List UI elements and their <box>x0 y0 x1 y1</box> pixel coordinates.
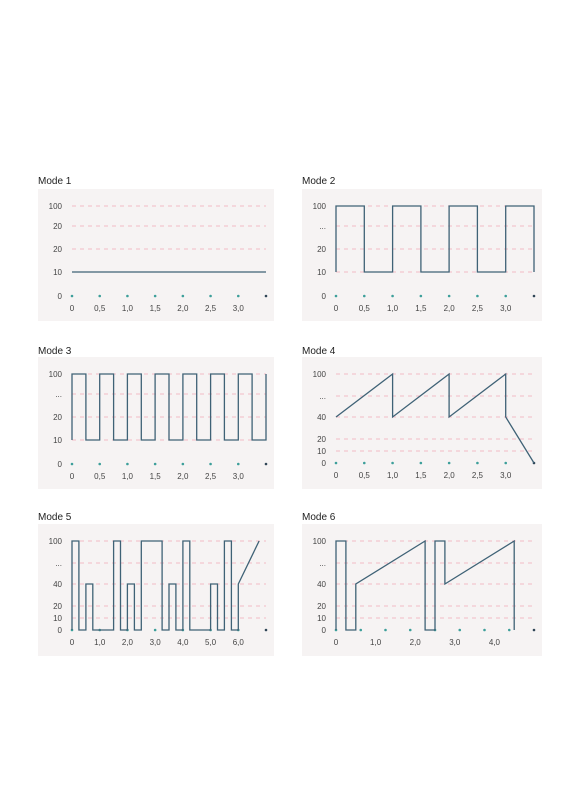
series-line <box>336 541 514 630</box>
axis-dot <box>483 629 486 632</box>
x-tick-label: 5,0 <box>205 638 217 647</box>
axis-dot <box>126 295 129 298</box>
y-tick-label: 0 <box>321 292 326 301</box>
axis-dot <box>533 295 536 298</box>
y-tick-label: ... <box>319 222 326 231</box>
chart-svg <box>302 189 542 321</box>
y-tick-label: 100 <box>48 202 62 211</box>
x-tick-label: 1,5 <box>149 304 161 313</box>
x-tick-label: 2,0 <box>409 638 421 647</box>
x-tick-label: 2,5 <box>471 471 483 480</box>
x-tick-label: 3,0 <box>232 304 244 313</box>
axis-dot <box>420 462 423 465</box>
x-tick-label: 1,5 <box>415 471 427 480</box>
chart-title: Mode 3 <box>38 346 72 357</box>
axis-dot <box>409 629 412 632</box>
y-tick-label: 100 <box>312 537 326 546</box>
axis-dot <box>508 629 511 632</box>
y-tick-label: 100 <box>312 202 326 211</box>
x-tick-label: 0 <box>333 304 339 313</box>
axis-dot <box>98 295 101 298</box>
x-tick-label: 0,5 <box>94 304 106 313</box>
x-tick-label: 1,0 <box>370 638 382 647</box>
x-tick-label: 3,0 <box>149 638 161 647</box>
y-tick-label: 20 <box>53 602 62 611</box>
y-tick-label: 10 <box>317 447 326 456</box>
chart-panel <box>302 189 542 321</box>
x-tick-label: 4,0 <box>488 638 500 647</box>
series-line <box>72 374 266 440</box>
y-tick-label: ... <box>319 392 326 401</box>
x-tick-label: 2,5 <box>205 304 217 313</box>
axis-dot <box>384 629 387 632</box>
x-tick-label: 2,5 <box>471 304 483 313</box>
x-tick-label: 1,0 <box>121 304 133 313</box>
axis-dot <box>154 629 157 632</box>
y-tick-label: 20 <box>317 245 326 254</box>
axis-dot <box>391 295 394 298</box>
axis-dot <box>335 295 338 298</box>
x-tick-label: 3,0 <box>232 472 244 481</box>
chart-title: Mode 6 <box>302 512 336 523</box>
axis-dot <box>265 463 268 466</box>
x-tick-label: 2,0 <box>443 471 455 480</box>
y-tick-label: 20 <box>317 435 326 444</box>
x-tick-label: 0 <box>69 638 75 647</box>
y-tick-label: ... <box>319 559 326 568</box>
axis-dot <box>476 295 479 298</box>
axis-dot <box>237 295 240 298</box>
x-tick-label: 0 <box>333 638 339 647</box>
chart-panel <box>38 524 274 656</box>
y-tick-label: 20 <box>53 222 62 231</box>
x-tick-label: 1,0 <box>387 471 399 480</box>
y-tick-label: 20 <box>53 413 62 422</box>
axis-dot <box>71 463 74 466</box>
chart-title: Mode 2 <box>302 176 336 187</box>
axis-dot <box>71 295 74 298</box>
y-tick-label: 40 <box>317 580 326 589</box>
chart-title: Mode 5 <box>38 512 72 523</box>
axis-dot <box>504 462 507 465</box>
axis-dot <box>182 463 185 466</box>
x-tick-label: 0,5 <box>94 472 106 481</box>
axis-dot <box>182 295 185 298</box>
x-tick-label: 0,5 <box>358 304 370 313</box>
axis-dot <box>533 629 536 632</box>
chart-panel <box>302 357 542 489</box>
y-tick-label: 0 <box>321 626 326 635</box>
y-tick-label: 0 <box>321 459 326 468</box>
x-tick-label: 0 <box>69 472 75 481</box>
x-tick-label: 1,0 <box>121 472 133 481</box>
axis-dot <box>359 629 362 632</box>
y-tick-label: ... <box>55 559 62 568</box>
y-tick-label: 0 <box>57 292 62 301</box>
y-tick-label: ... <box>55 390 62 399</box>
y-tick-label: 10 <box>317 614 326 623</box>
x-tick-label: 3,0 <box>500 304 512 313</box>
axis-dot <box>448 295 451 298</box>
x-tick-label: 3,0 <box>449 638 461 647</box>
axis-dot <box>265 629 268 632</box>
y-tick-label: 40 <box>53 580 62 589</box>
axis-dot <box>237 463 240 466</box>
y-tick-label: 10 <box>53 268 62 277</box>
y-tick-label: 40 <box>317 413 326 422</box>
y-tick-label: 100 <box>312 370 326 379</box>
chart-panel <box>302 524 542 656</box>
axis-dot <box>420 295 423 298</box>
x-tick-label: 0 <box>333 471 339 480</box>
x-tick-label: 0,5 <box>358 471 370 480</box>
y-tick-label: 10 <box>53 436 62 445</box>
y-tick-label: 20 <box>317 602 326 611</box>
y-tick-label: 100 <box>48 370 62 379</box>
axis-dot <box>448 462 451 465</box>
chart-title: Mode 4 <box>302 346 336 357</box>
chart-title: Mode 1 <box>38 176 72 187</box>
chart-svg <box>38 189 274 321</box>
axis-dot <box>265 295 268 298</box>
axis-dot <box>154 463 157 466</box>
chart-svg <box>302 524 542 656</box>
x-tick-label: 2,0 <box>121 638 133 647</box>
axis-dot <box>209 295 212 298</box>
axis-dot <box>98 463 101 466</box>
axis-dot <box>363 462 366 465</box>
x-tick-label: 1,5 <box>415 304 427 313</box>
y-tick-label: 100 <box>48 537 62 546</box>
x-tick-label: 1,0 <box>94 638 106 647</box>
x-tick-label: 2,5 <box>205 472 217 481</box>
x-tick-label: 6,0 <box>232 638 244 647</box>
x-tick-label: 0 <box>69 304 75 313</box>
x-tick-label: 2,0 <box>177 304 189 313</box>
x-tick-label: 3,0 <box>500 471 512 480</box>
y-tick-label: 20 <box>53 245 62 254</box>
axis-dot <box>363 295 366 298</box>
y-tick-label: 10 <box>53 614 62 623</box>
series-line <box>72 541 259 630</box>
x-tick-label: 2,0 <box>177 472 189 481</box>
x-tick-label: 4,0 <box>177 638 189 647</box>
chart-svg <box>38 524 274 656</box>
chart-svg <box>38 357 274 489</box>
axis-dot <box>476 462 479 465</box>
x-tick-label: 1,5 <box>149 472 161 481</box>
axis-dot <box>391 462 394 465</box>
axis-dot <box>209 463 212 466</box>
x-tick-label: 1,0 <box>387 304 399 313</box>
x-tick-label: 2,0 <box>443 304 455 313</box>
axis-dot <box>154 295 157 298</box>
y-tick-label: 10 <box>317 268 326 277</box>
axis-dot <box>504 295 507 298</box>
y-tick-label: 0 <box>57 626 62 635</box>
chart-svg <box>302 357 542 489</box>
y-tick-label: 0 <box>57 460 62 469</box>
chart-panel <box>38 189 274 321</box>
axis-dot <box>335 462 338 465</box>
axis-dot <box>458 629 461 632</box>
axis-dot <box>126 463 129 466</box>
series-line <box>336 206 534 272</box>
series-line <box>336 374 534 463</box>
chart-panel <box>38 357 274 489</box>
